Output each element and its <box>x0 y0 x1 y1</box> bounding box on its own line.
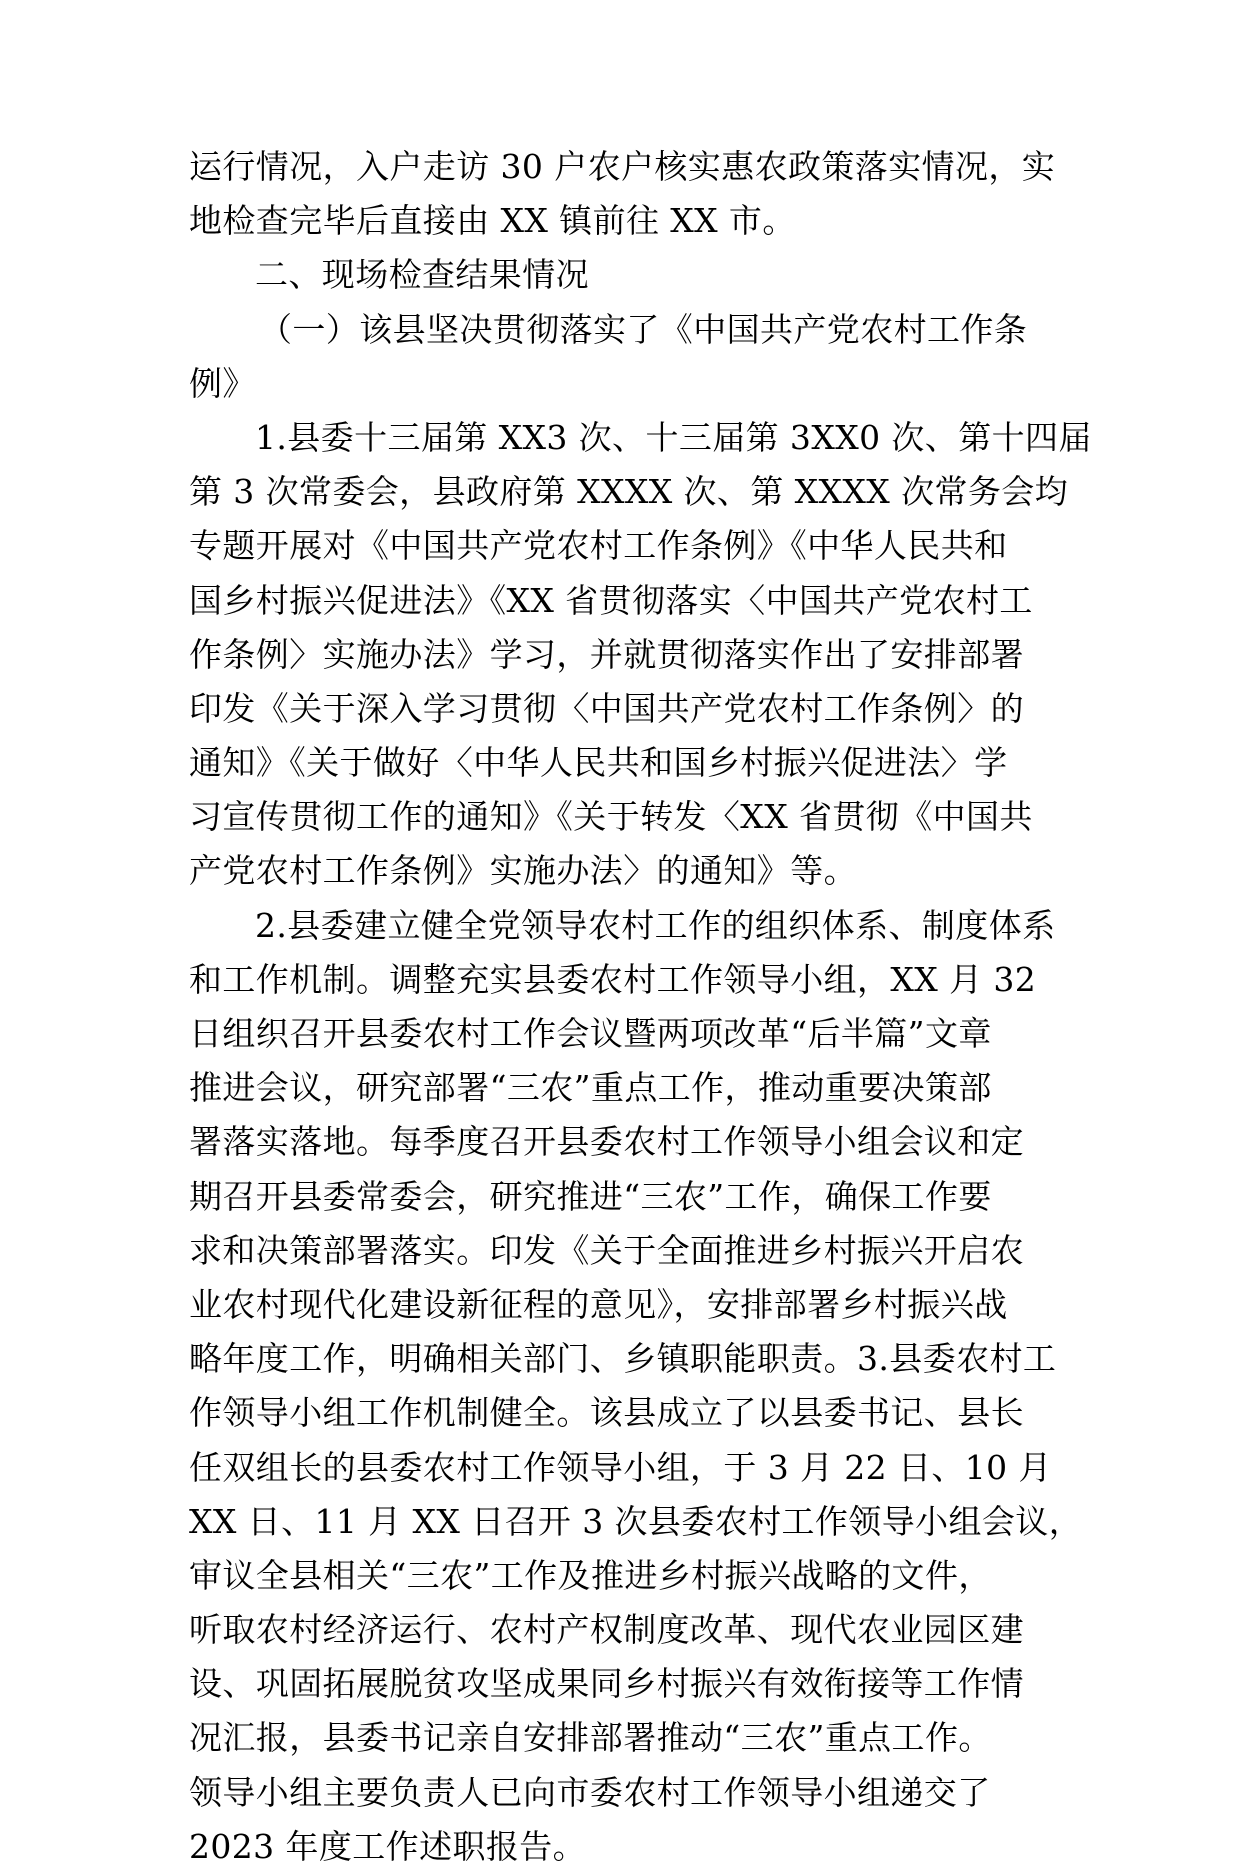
text-line: 运行情况，入户走访 30 户农户核实惠农政策落实情况，实 <box>189 147 1056 186</box>
text-line: 略年度工作，明确相关部门、乡镇职能职责。3.县委农村工 <box>189 1339 1057 1379</box>
text-line: 况汇报，县委书记亲自安排部署推动“三农”重点工作。 <box>189 1718 992 1758</box>
paragraph-start: 1.县委十三届第 XX3 次、十三届第 3XX0 次、第十四届 <box>255 417 1092 457</box>
text-line: 领导小组主要负责人已向市委农村工作领导小组递交了 <box>189 1772 991 1812</box>
text-line: 习宣传贯彻工作的通知》《关于转发〈XX 省贯彻《中国共 <box>189 797 1033 837</box>
paragraph-start: 2.县委建立健全党领导农村工作的组织体系、制度体系 <box>255 905 1056 945</box>
text-line: 2023 年度工作述职报告。 <box>189 1826 587 1866</box>
text-line: 期召开县委常委会，研究推进“三农”工作，确保工作要 <box>189 1176 992 1216</box>
section-heading: 二、现场检查结果情况 <box>255 255 589 295</box>
document-body <box>189 140 1092 1874</box>
text-line: 业农村现代化建设新征程的意见》，安排部署乡村振兴战 <box>189 1284 1008 1324</box>
text-line: 作条例〉实施办法》学习，并就贯彻落实作出了安排部署 <box>189 634 1024 674</box>
text-line: 地检查完毕后直接由 XX 镇前往 XX 市。 <box>189 201 796 241</box>
text-line: 和工作机制。调整充实县委农村工作领导小组，XX 月 32 <box>189 959 1037 999</box>
text-line: 通知》《关于做好〈中华人民共和国乡村振兴促进法〉学 <box>189 743 1008 783</box>
subsection-heading: （一）该县坚决贯彻落实了《中国共产党农村工作条 <box>259 309 1028 349</box>
text-line: 推进会议，研究部署“三农”重点工作，推动重要决策部 <box>189 1068 992 1108</box>
text-line: 任双组长的县委农村工作领导小组，于 3 月 22 日、10 月 <box>189 1447 1052 1487</box>
text-line: XX 日、11 月 XX 日召开 3 次县委农村工作领导小组会议， <box>189 1501 1083 1541</box>
text-line: 审议全县相关“三农”工作及推进乡村振兴战略的文件， <box>189 1555 992 1595</box>
text-line: 专题开展对《中国共产党农村工作条例》《中华人民共和 <box>189 526 1008 566</box>
text-line: 产党农村工作条例》实施办法〉的通知》等。 <box>189 851 857 891</box>
text-line: 印发《关于深入学习贯彻〈中国共产党农村工作条例〉的 <box>189 688 1024 728</box>
text-line: 第 3 次常委会，县政府第 XXXX 次、第 XXXX 次常务会均 <box>189 472 1069 512</box>
text-line: 署落实落地。每季度召开县委农村工作领导小组会议和定 <box>189 1122 1024 1162</box>
text-line: 日组织召开县委农村工作会议暨两项改革“后半篇”文章 <box>189 1014 992 1053</box>
text-line: 听取农村经济运行、农村产权制度改革、现代农业园区建 <box>189 1610 1024 1650</box>
text-line: 求和决策部署落实。印发《关于全面推进乡村振兴开启农 <box>189 1230 1024 1270</box>
text-line: 设、巩固拓展脱贫攻坚成果同乡村振兴有效衔接等工作情 <box>189 1664 1024 1704</box>
text-line: 例》 <box>189 363 256 403</box>
text-line: 作领导小组工作机制健全。该县成立了以县委书记、县长 <box>189 1393 1024 1433</box>
text-line: 国乡村振兴促进法》《XX 省贯彻落实〈中国共产党农村工 <box>189 580 1033 620</box>
